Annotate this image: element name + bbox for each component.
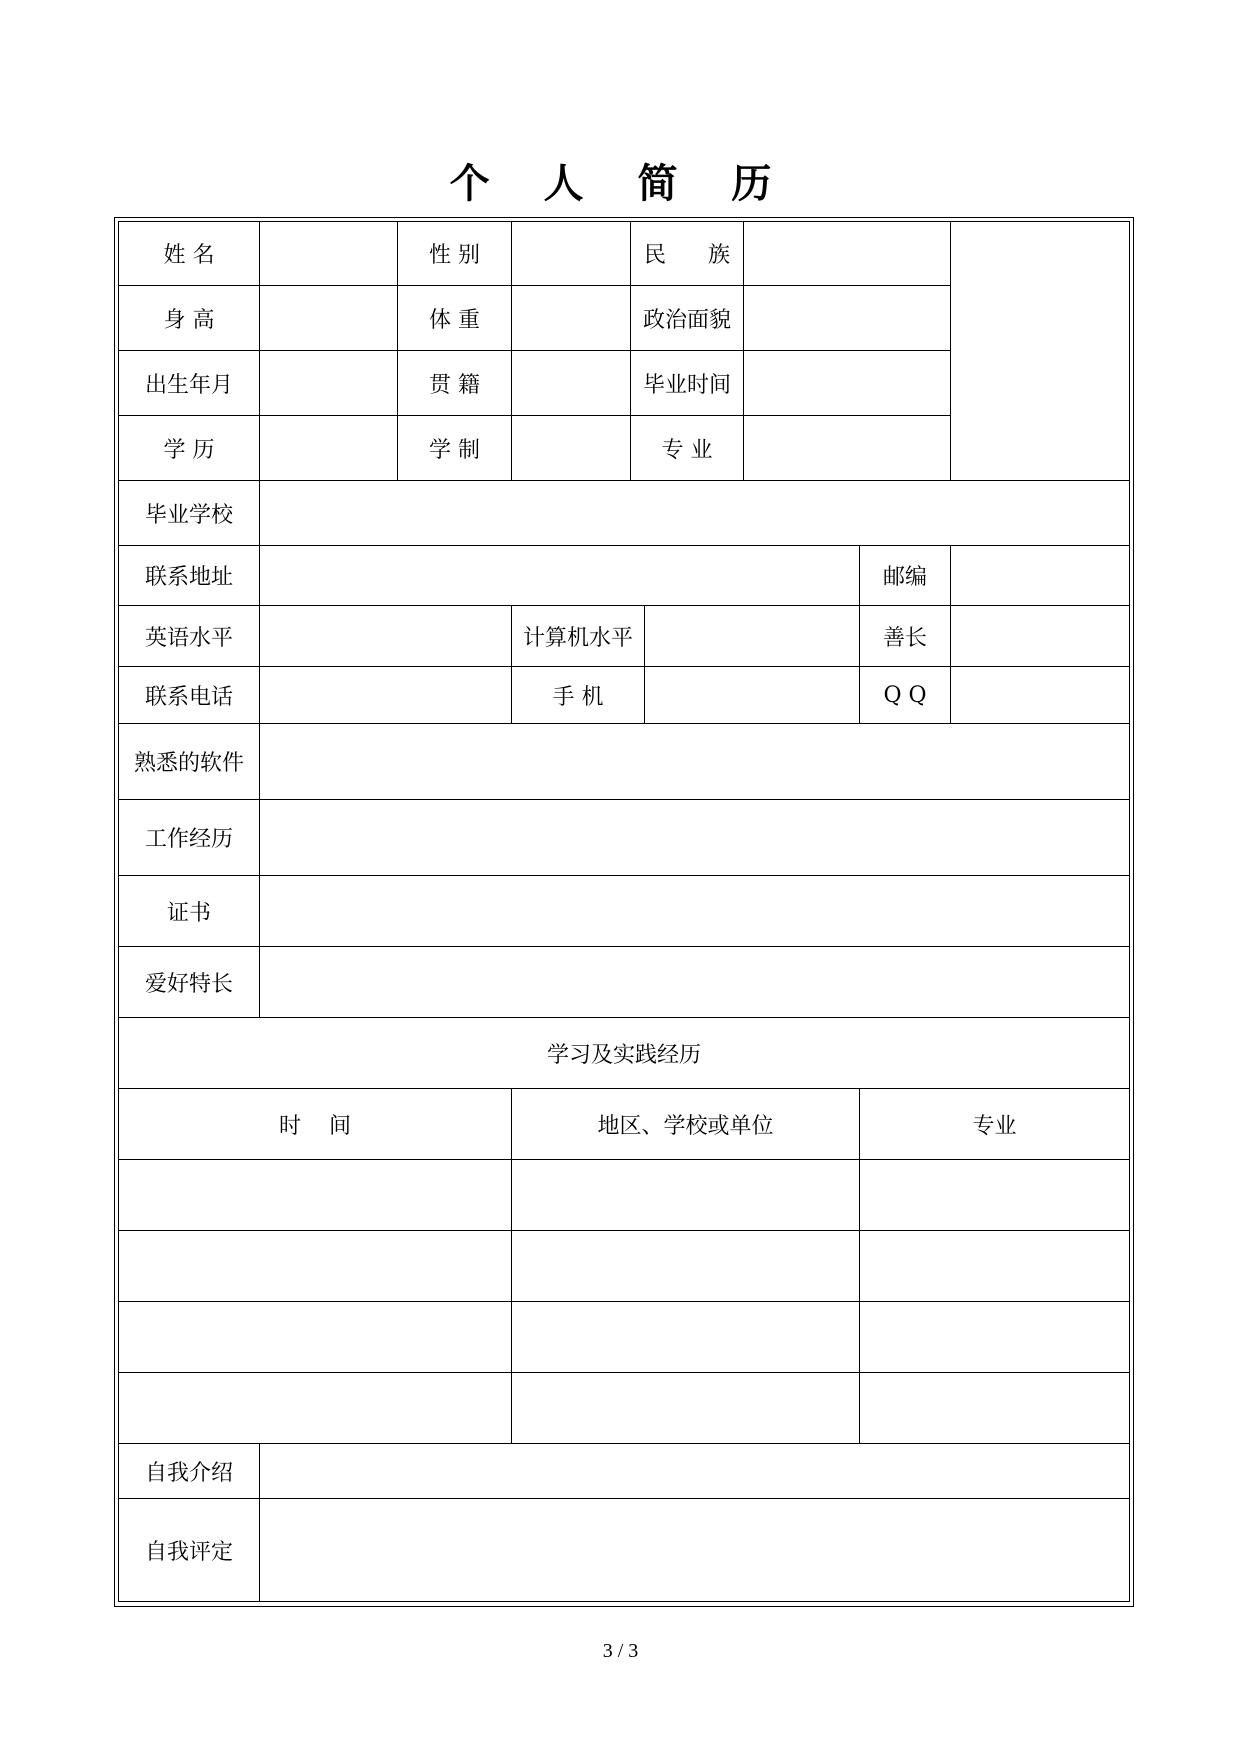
page-number: 3 / 3 <box>602 1640 639 1662</box>
school-label: 毕业学校 <box>118 480 260 546</box>
political-field[interactable] <box>743 285 951 351</box>
software-label: 熟悉的软件 <box>118 723 260 800</box>
weight-field[interactable] <box>511 285 631 351</box>
certificate-label: 证书 <box>118 875 260 947</box>
duration-label: 学 制 <box>397 415 512 481</box>
ethnicity-label: 民 族 <box>630 221 744 286</box>
work-history-field[interactable] <box>259 799 1130 876</box>
school-field[interactable] <box>259 480 1130 546</box>
experience-row-1-place[interactable] <box>511 1159 860 1231</box>
self-intro-label: 自我介绍 <box>118 1443 260 1499</box>
page-title: 个 人 简 历 <box>449 160 792 207</box>
experience-section-title: 学习及实践经历 <box>118 1017 1130 1089</box>
major-label: 专 业 <box>630 415 744 481</box>
experience-row-4-time[interactable] <box>118 1372 512 1444</box>
birth-field[interactable] <box>259 350 398 416</box>
experience-col-time: 时 间 <box>118 1088 512 1160</box>
self-eval-field[interactable] <box>259 1498 1130 1602</box>
experience-row-2-time[interactable] <box>118 1230 512 1302</box>
address-label: 联系地址 <box>118 545 260 606</box>
height-label: 身 高 <box>118 285 260 351</box>
education-label: 学 历 <box>118 415 260 481</box>
name-field[interactable] <box>259 221 398 286</box>
computer-level-field[interactable] <box>644 605 860 667</box>
weight-label: 体 重 <box>397 285 512 351</box>
gender-label: 性 别 <box>397 221 512 286</box>
native-place-field[interactable] <box>511 350 631 416</box>
address-field[interactable] <box>259 545 860 606</box>
work-history-label: 工作经历 <box>118 799 260 876</box>
grad-time-field[interactable] <box>743 350 951 416</box>
name-label: 姓 名 <box>118 221 260 286</box>
computer-level-label: 计算机水平 <box>511 605 645 667</box>
experience-row-4-place[interactable] <box>511 1372 860 1444</box>
english-level-field[interactable] <box>259 605 512 667</box>
major-field[interactable] <box>743 415 951 481</box>
mobile-label: 手 机 <box>511 666 645 724</box>
experience-row-3-place[interactable] <box>511 1301 860 1373</box>
postcode-field[interactable] <box>950 545 1130 606</box>
qq-label: Q Q <box>859 666 951 724</box>
experience-col-major: 专业 <box>859 1088 1130 1160</box>
ethnicity-field[interactable] <box>743 221 951 286</box>
gender-field[interactable] <box>511 221 631 286</box>
photo-box[interactable] <box>950 221 1130 481</box>
experience-row-2-place[interactable] <box>511 1230 860 1302</box>
experience-row-1-time[interactable] <box>118 1159 512 1231</box>
experience-row-3-major[interactable] <box>859 1301 1130 1373</box>
certificate-field[interactable] <box>259 875 1130 947</box>
native-place-label: 贯 籍 <box>397 350 512 416</box>
english-level-label: 英语水平 <box>118 605 260 667</box>
political-label: 政治面貌 <box>630 285 744 351</box>
experience-col-place: 地区、学校或单位 <box>511 1088 860 1160</box>
grad-time-label: 毕业时间 <box>630 350 744 416</box>
height-field[interactable] <box>259 285 398 351</box>
experience-row-3-time[interactable] <box>118 1301 512 1373</box>
postcode-label: 邮编 <box>859 545 951 606</box>
phone-field[interactable] <box>259 666 512 724</box>
experience-row-2-major[interactable] <box>859 1230 1130 1302</box>
experience-row-4-major[interactable] <box>859 1372 1130 1444</box>
experience-row-1-major[interactable] <box>859 1159 1130 1231</box>
specialty-field[interactable] <box>950 605 1130 667</box>
phone-label: 联系电话 <box>118 666 260 724</box>
birth-label: 出生年月 <box>118 350 260 416</box>
self-intro-field[interactable] <box>259 1443 1130 1499</box>
mobile-field[interactable] <box>644 666 860 724</box>
hobby-field[interactable] <box>259 946 1130 1018</box>
self-eval-label: 自我评定 <box>118 1498 260 1602</box>
education-field[interactable] <box>259 415 398 481</box>
specialty-label: 善长 <box>859 605 951 667</box>
hobby-label: 爱好特长 <box>118 946 260 1018</box>
qq-field[interactable] <box>950 666 1130 724</box>
software-field[interactable] <box>259 723 1130 800</box>
duration-field[interactable] <box>511 415 631 481</box>
